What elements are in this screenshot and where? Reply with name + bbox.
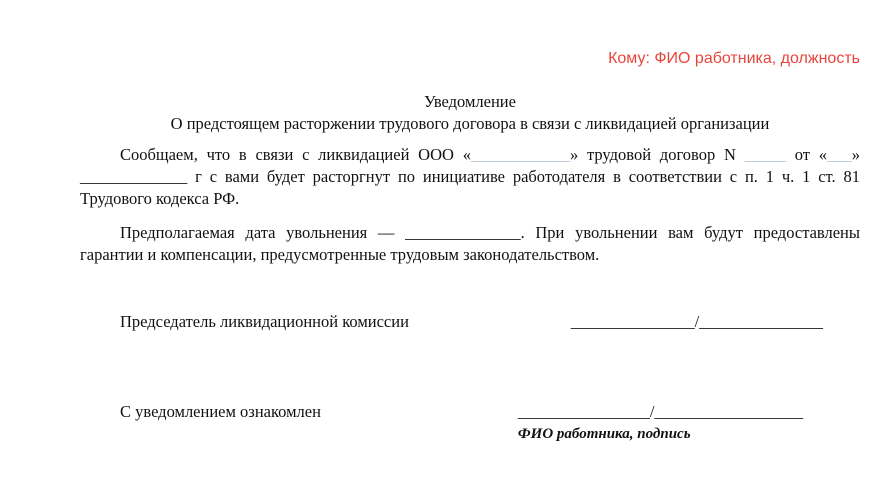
employee-signature-block <box>518 401 803 444</box>
recipient-note: Кому: ФИО работника, должность <box>608 50 860 67</box>
chairman-signature-line: _______________/_______________ <box>570 312 823 331</box>
text-segment: Сообщаем, что в связи с ликвидацией ООО « <box>120 145 471 164</box>
text-segment: . При увольнении вам будут предоставлены гарантии и компенсации, предусмотренные трудовым законодательством. <box>80 223 860 264</box>
text-segment: г с вами будет расторгнут по инициативе работодателя в соответствии с п. 1 ч. 1 ст. 81 Трудового кодекса РФ. <box>80 167 860 208</box>
document-subtitle: О предстоящем расторжении трудового договора в связи с ликвидацией организации <box>170 114 770 133</box>
contract-number-field[interactable]: _____ <box>744 145 786 164</box>
text-segment: Предполагаемая дата увольнения — <box>120 223 406 242</box>
document-title: Уведомление <box>424 92 516 111</box>
contract-date-blank: _____________ <box>80 167 188 186</box>
employee-signature-row <box>80 401 860 444</box>
paragraph-liquidation-notice <box>80 144 860 210</box>
title-block <box>80 91 860 135</box>
signature-caption: ФИО работника, подпись <box>517 426 691 442</box>
company-name-field[interactable]: ____________ <box>470 145 570 164</box>
paragraph-dismissal-date <box>80 222 860 266</box>
contract-day-field[interactable]: ___ <box>827 145 852 164</box>
text-segment: от « <box>785 145 827 164</box>
employee-signature-line: ________________/__________________ <box>517 402 803 421</box>
chairman-signature-row <box>80 311 860 333</box>
chairman-label: Председатель ликвидационной комиссии <box>120 312 409 331</box>
employee-acknowledged-label: С уведомлением ознакомлен <box>120 402 321 421</box>
dismissal-date-blank: ______________ <box>405 223 521 242</box>
text-segment: » <box>851 145 860 164</box>
text-segment: » трудовой договор N <box>569 145 745 164</box>
